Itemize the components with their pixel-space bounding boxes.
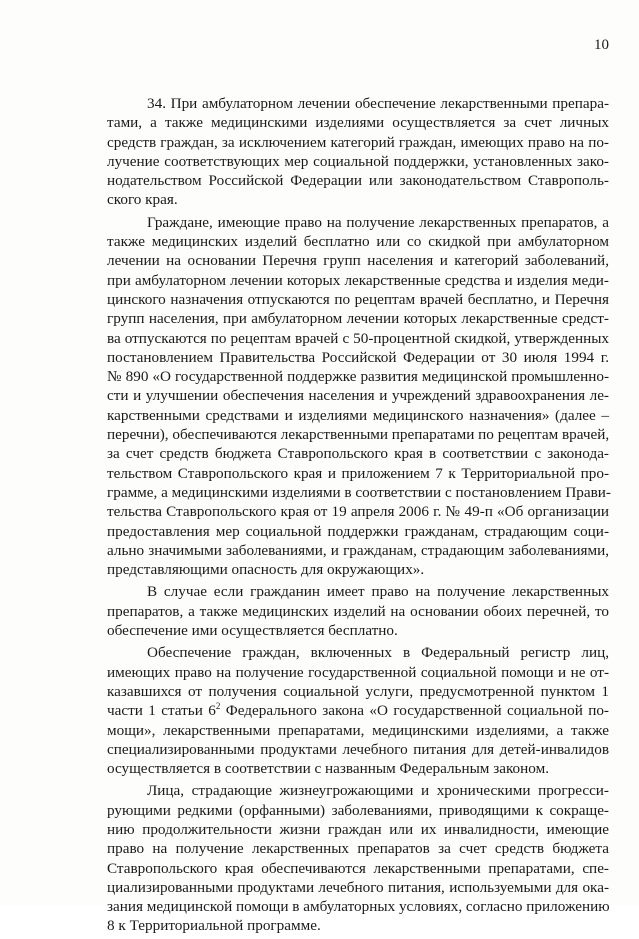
text-line: Лица, страдающие жизнеугрожающими и хроническими прогресси- xyxy=(147,782,609,800)
text-line: за счет средств бюджета Ставропольского края в соответствии с законода- xyxy=(107,445,609,463)
text-line: постановлением Правительства Российской Федерации от 30 июля 1994 г. xyxy=(107,348,609,366)
text-line: специализированными продуктами лечебного питания для детей-инвалидов xyxy=(107,740,609,758)
text-line: тельства Ставропольского края от 19 апреля 2006 г. № 49-п «Об организации xyxy=(107,503,609,521)
text-line: части 1 статьи $6^2$ Федерального закона «О государственной социальной по- xyxy=(107,701,609,720)
text-line: групп населения, при амбулаторном лечении которых лекарственные средст- xyxy=(107,310,609,328)
text-line: право на получение лекарственных препаратов за счет средств бюджета xyxy=(107,840,609,858)
text-line: нодательством Российской Федерации или законодательством Ставрополь- xyxy=(107,172,609,190)
text-line: тами, а также медицинскими изделиями осуществляется за счет личных xyxy=(107,114,609,132)
text-line: мощи», лекарственными препаратами, медицинскими изделиями, а также xyxy=(107,721,609,739)
text-line: цинского назначения отпускаются по рецептам врачей бесплатно, и Перечня xyxy=(107,290,609,308)
text-line: сти и улучшении обеспечения населения и учреждений здравоохранения ле- xyxy=(107,387,609,405)
paragraph xyxy=(107,781,609,935)
text-line: 8 к Территориальной программе. xyxy=(107,917,321,935)
text-line: казавшихся от получения социальной услуги, предусмотренной пунктом 1 xyxy=(107,682,609,700)
paragraph xyxy=(107,582,609,640)
superscript: 2 xyxy=(215,701,221,712)
text-line: имеющих право на получение государственной социальной помощи и не от- xyxy=(107,663,609,681)
text-line: предоставления мер социальной поддержки гражданам, страдающим соци- xyxy=(107,522,609,540)
text-line: тельством Ставропольского края и приложением 7 к Территориальной про- xyxy=(107,464,609,482)
text-line: лечении на основании Перечня групп населения и категорий заболеваний, xyxy=(107,252,609,270)
paragraph xyxy=(107,213,609,580)
text-line: В случае если гражданин имеет право на получение лекарственных xyxy=(147,583,609,601)
text-line: рующими редкими (орфанными) заболеваниями, приводящими к сокраще- xyxy=(107,801,609,819)
document-body xyxy=(107,94,609,939)
text-line: перечни), обеспечиваются лекарственными препаратами по рецептам врачей, xyxy=(107,426,610,444)
text-line: нию продолжительности жизни граждан или их инвалидности, имеющие xyxy=(107,820,609,838)
text-line: 34. При амбулаторном лечении обеспечение лекарственными препара- xyxy=(147,95,609,112)
page-number: 10 xyxy=(594,37,609,53)
text-line: Ставропольского края обеспечиваются лекарственными препаратами, спе- xyxy=(107,859,609,877)
text-line: также медицинских изделий бесплатно или со скидкой при амбулаторном xyxy=(107,233,609,251)
text-line: препаратов, а также медицинских изделий на основании обоих перечней, то xyxy=(107,602,609,620)
text-line: № 890 «О государственной поддержке развития медицинской промышленно- xyxy=(107,368,609,386)
text-line: Гражданe, имеющие право на получение лекарственных препаратов, а xyxy=(147,213,609,231)
text-line: обеспечение ими осуществляется бесплатно. xyxy=(107,622,398,640)
text-line: циализированными продуктами лечебного питания, используемыми для ока- xyxy=(107,878,609,896)
text-line: Обеспечение граждан, включенных в Федеральный регистр лиц, xyxy=(147,644,609,662)
text-line: средств граждан, за исключением категорий граждан, имеющих право на по- xyxy=(107,133,609,151)
text-line: грамме, а медицинскими изделиями в соответствии с постановлением Прави- xyxy=(107,483,611,501)
text-line: ского края. xyxy=(107,191,178,209)
text-line: карственными средствами и изделиями медицинского назначения» (далее – xyxy=(107,406,609,424)
text-line: при амбулаторном лечении которых лекарственные средства и изделия меди- xyxy=(107,271,609,289)
text-line: лучение соответствующих мер социальной поддержки, установленных зако- xyxy=(107,152,609,170)
text-line: ально значимыми заболеваниями, и гражданам, страдающим заболеваниями, xyxy=(107,541,609,559)
text-line: осуществляется в соответствии с названным Федеральным законом. xyxy=(107,760,549,778)
paragraph xyxy=(107,94,609,210)
paragraph xyxy=(107,643,609,778)
text-line: ва отпускаются по рецептам врачей с 50-процентной скидкой, утвержденных xyxy=(107,329,609,347)
text-line: зания медицинской помощи в амбулаторных условиях, согласно приложению xyxy=(107,898,610,916)
text-line: представляющими опасность для окружающих». xyxy=(107,561,425,579)
